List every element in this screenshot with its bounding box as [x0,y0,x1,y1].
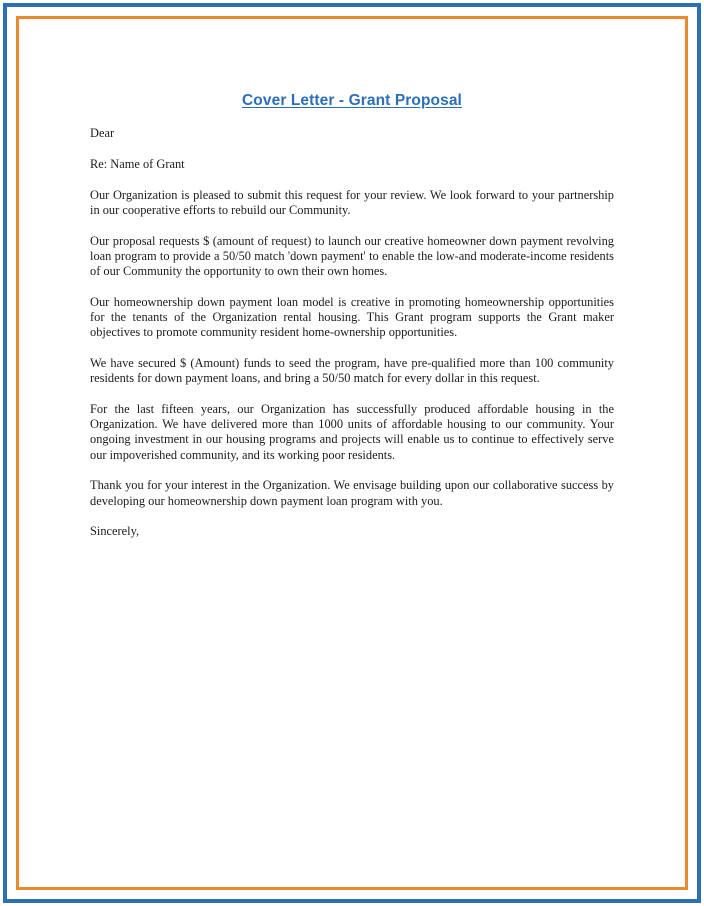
letter-title: Cover Letter - Grant Proposal [242,92,462,109]
paragraph-model: Our homeownership down payment loan model is creative in promoting homeownership opportunities for the tenants of the Organization rental housing. This Grant program supports the Grant maker objectives to promote community resident home-ownership opportunities. [90,294,614,340]
salutation: Dear [90,126,115,140]
closing: Sincerely, [90,524,140,539]
letter-body [90,126,614,555]
paragraph-request: Our proposal requests $ (amount of request) to launch our creative homeowner down payment revolving loan program to provide a 50/50 match 'down payment' to enable the low-and moderate-income residents of our Community the opportunity to own their own homes. [90,233,614,278]
paragraph-history: For the last fifteen years, our Organization has successfully produced affordable housing in the Organization. We have delivered more than 1000 units of affordable housing to our community. Your ongoing investment in our housing programs and projects will enable us to continue to effectively serve our impoverished community, and its working poor residents. [90,402,614,462]
paragraph-intro: Our Organization is pleased to submit this request for your review. We look forward to your partnership in our cooperative efforts to rebuild our Community. [90,187,614,217]
re-line: Re: Name of Grant [90,156,185,171]
paragraph-funding: We have secured $ (Amount) funds to seed the program, have pre-qualified more than 100 community residents for down payment loans, and bring a 50/50 match for every dollar in this request. [90,356,614,386]
paragraph-thanks: Thank you for your interest in the Organization. We envisage building upon our collaborative success by developing our homeownership down payment loan program with you. [90,478,614,508]
